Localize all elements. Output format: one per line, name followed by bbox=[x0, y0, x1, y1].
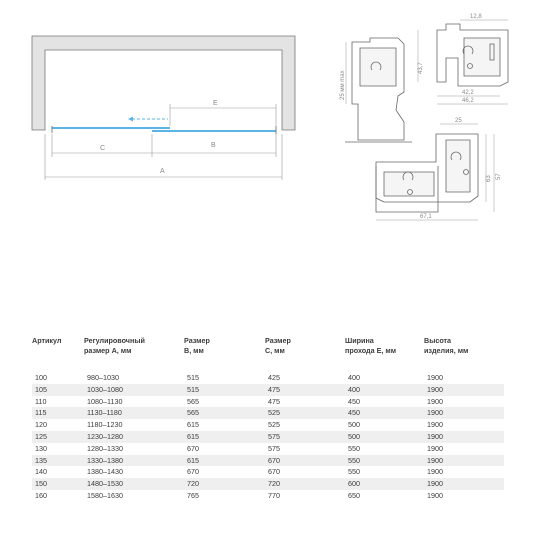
table-cell: 525 bbox=[265, 407, 345, 419]
table-cell: 160 bbox=[32, 490, 84, 502]
table-cell: 770 bbox=[265, 490, 345, 502]
table-row bbox=[32, 443, 504, 455]
table-cell: 1230–1280 bbox=[84, 431, 184, 443]
table-cell: 565 bbox=[184, 396, 265, 408]
table-cell: 670 bbox=[265, 455, 345, 467]
table-cell: 615 bbox=[184, 431, 265, 443]
table-cell: 1900 bbox=[424, 396, 504, 408]
dim-bottom-h2: 57 bbox=[496, 173, 502, 180]
header-size-b: Размер B, мм bbox=[184, 336, 210, 355]
table-cell: 450 bbox=[345, 396, 424, 408]
dim-top-w1: 12,8 bbox=[470, 14, 482, 20]
table-cell: 670 bbox=[265, 466, 345, 478]
table-row bbox=[32, 407, 504, 419]
table-cell: 105 bbox=[32, 384, 84, 396]
table-row bbox=[32, 455, 504, 467]
table-cell: 1030–1080 bbox=[84, 384, 184, 396]
table-cell: 1580–1630 bbox=[84, 490, 184, 502]
header-article: Артикул bbox=[32, 336, 62, 345]
table-cell: 1480–1530 bbox=[84, 478, 184, 490]
header-width-e: Ширина прохода E, мм bbox=[345, 336, 397, 355]
table-cell: 1080–1130 bbox=[84, 396, 184, 408]
table-cell: 720 bbox=[265, 478, 345, 490]
table-cell: 425 bbox=[265, 372, 345, 384]
table-cell: 600 bbox=[345, 478, 424, 490]
table-cell: 670 bbox=[184, 466, 265, 478]
table-cell: 1900 bbox=[424, 372, 504, 384]
table-cell: 500 bbox=[345, 419, 424, 431]
header-size-c: Размер C, мм bbox=[265, 336, 291, 355]
table-cell: 100 bbox=[32, 372, 84, 384]
table-cell: 670 bbox=[184, 443, 265, 455]
table-cell: 1330–1380 bbox=[84, 455, 184, 467]
label-b: B bbox=[211, 142, 216, 149]
table-cell: 135 bbox=[32, 455, 84, 467]
table-cell: 125 bbox=[32, 431, 84, 443]
dim-bottom-h1: 63 bbox=[486, 175, 492, 182]
table-cell: 1900 bbox=[424, 407, 504, 419]
table-row bbox=[32, 419, 504, 431]
table-row bbox=[32, 384, 504, 396]
table-cell: 450 bbox=[345, 407, 424, 419]
table-cell: 980–1030 bbox=[84, 372, 184, 384]
table-cell: 115 bbox=[32, 407, 84, 419]
table-cell: 475 bbox=[265, 396, 345, 408]
label-e: E bbox=[213, 100, 218, 107]
table-cell: 1900 bbox=[424, 431, 504, 443]
table-row bbox=[32, 396, 504, 408]
table-cell: 650 bbox=[345, 490, 424, 502]
table-cell: 515 bbox=[184, 372, 265, 384]
table-cell: 575 bbox=[265, 431, 345, 443]
table-cell: 765 bbox=[184, 490, 265, 502]
table-cell: 120 bbox=[32, 419, 84, 431]
dim-top-h1: 43,7 bbox=[418, 62, 424, 74]
table-cell: 525 bbox=[265, 419, 345, 431]
table-cell: 720 bbox=[184, 478, 265, 490]
table-cell: 565 bbox=[184, 407, 265, 419]
table-cell: 130 bbox=[32, 443, 84, 455]
label-c: C bbox=[100, 145, 106, 152]
table-cell: 550 bbox=[345, 466, 424, 478]
table-cell: 1900 bbox=[424, 455, 504, 467]
table-row bbox=[32, 431, 504, 443]
table-cell: 140 bbox=[32, 466, 84, 478]
table-cell: 110 bbox=[32, 396, 84, 408]
table-cell: 615 bbox=[184, 455, 265, 467]
table-row bbox=[32, 466, 504, 478]
table-cell: 400 bbox=[345, 384, 424, 396]
table-cell: 550 bbox=[345, 455, 424, 467]
table-cell: 500 bbox=[345, 431, 424, 443]
table-cell: 1900 bbox=[424, 419, 504, 431]
dim-top-w3: 46,2 bbox=[462, 98, 474, 104]
table-header-row bbox=[32, 336, 504, 372]
table-cell: 400 bbox=[345, 372, 424, 384]
table-cell: 575 bbox=[265, 443, 345, 455]
table-cell: 1900 bbox=[424, 443, 504, 455]
table-cell: 1130–1180 bbox=[84, 407, 184, 419]
table-cell: 1900 bbox=[424, 478, 504, 490]
table-row bbox=[32, 478, 504, 490]
table-cell: 150 bbox=[32, 478, 84, 490]
table-row bbox=[32, 372, 504, 384]
dim-bottom-w2: 67,1 bbox=[420, 214, 432, 220]
header-size-a: Регулировочный размер A, мм bbox=[84, 336, 145, 355]
table-cell: 1900 bbox=[424, 490, 504, 502]
spec-table bbox=[32, 336, 504, 502]
dim-top-w2: 42,2 bbox=[462, 90, 474, 96]
table-cell: 475 bbox=[265, 384, 345, 396]
header-height: Высота изделия, мм bbox=[424, 336, 469, 355]
table-cell: 515 bbox=[184, 384, 265, 396]
table-cell: 1380–1430 bbox=[84, 466, 184, 478]
label-a: A bbox=[160, 168, 165, 175]
table-cell: 1180–1230 bbox=[84, 419, 184, 431]
table-cell: 1900 bbox=[424, 466, 504, 478]
table-cell: 1280–1330 bbox=[84, 443, 184, 455]
dim-bottom-w1: 25 bbox=[455, 118, 462, 124]
table-cell: 615 bbox=[184, 419, 265, 431]
table-cell: 550 bbox=[345, 443, 424, 455]
table-cell: 1900 bbox=[424, 384, 504, 396]
table-row bbox=[32, 490, 504, 502]
dim-top-side: 25 мм max bbox=[340, 70, 346, 100]
